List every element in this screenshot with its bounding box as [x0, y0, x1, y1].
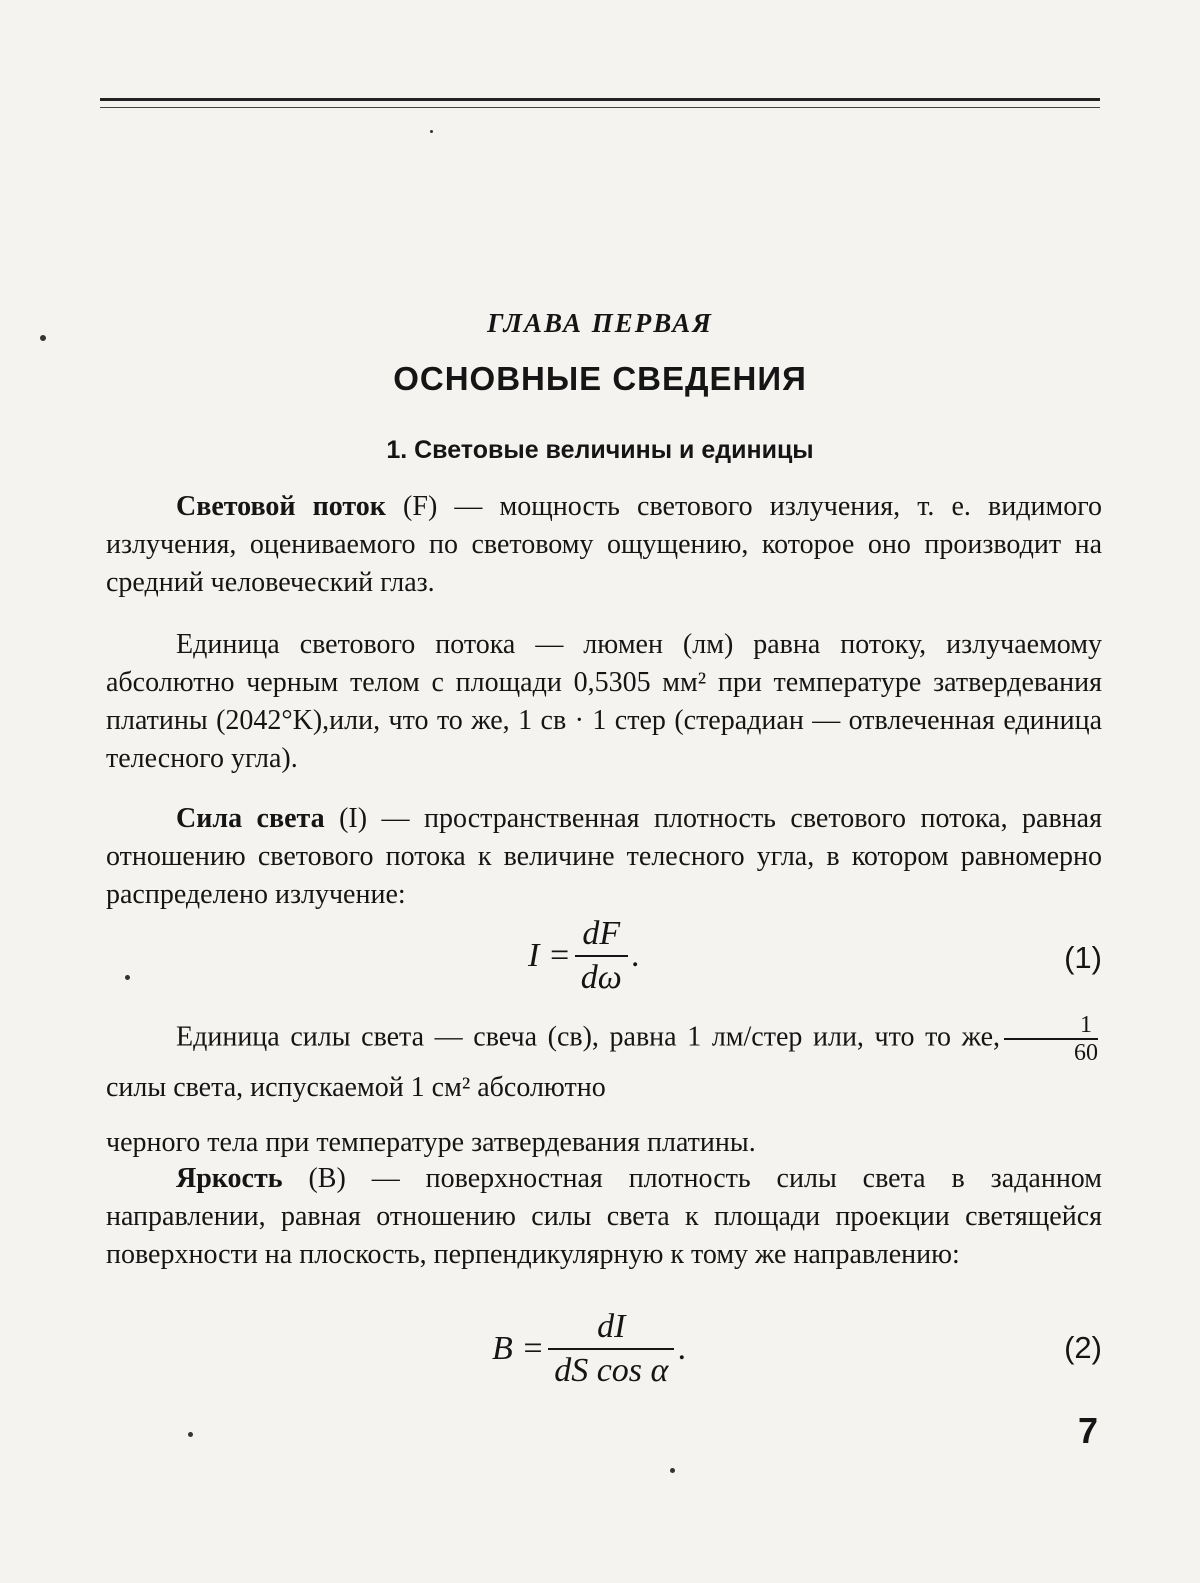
paragraph-text: (B) — поверхностная плотность силы света в заданном направлении, равная отношению силы света к площади проекции светящейся поверхности на плоскость, перпендикулярную к тому же направлению:	[106, 1163, 1102, 1270]
fraction-denominator: dS cos α	[548, 1348, 674, 1390]
formula-intensity	[528, 915, 640, 997]
paragraph-candela	[106, 1012, 1102, 1110]
equation-number: (1)	[1064, 940, 1102, 975]
paragraph-lumen: Единица светового потока — люмен (лм) равна потоку, излучаемому абсолютно черным телом с площади 0,5305 мм² при температуре затвердевания платины (2042°K),или, что то же, 1 св · 1 стер (стерадиан — отвлеченная единица телесного угла).	[106, 629, 1102, 774]
formula-brightness	[492, 1308, 687, 1390]
scan-speck	[670, 1468, 675, 1473]
paragraph-luminous-flux	[106, 488, 1102, 602]
scan-speck	[188, 1432, 193, 1437]
equation-number: (2)	[1064, 1330, 1102, 1365]
paragraph-text: Единица силы света — свеча (св), равна 1 лм/стер или, что то же,	[176, 1021, 1000, 1053]
fraction-denominator: dω	[575, 955, 628, 997]
formula-fraction	[575, 915, 628, 997]
paragraph-text: силы света, испускаемой 1 см² абсолютно	[106, 1072, 606, 1103]
term-brightness: Яркость	[176, 1163, 283, 1194]
paragraph-text: (F) — мощность светового излучения, т. е. видимого излучения, оцениваемого по световому ощущению, которое оно производит на средний человеческий глаз.	[106, 491, 1102, 598]
fraction-denominator: 60	[1004, 1038, 1098, 1066]
paragraph-brightness	[106, 1160, 1102, 1274]
inline-fraction	[1004, 1012, 1098, 1066]
fraction-numerator: 1	[1080, 1012, 1092, 1038]
chapter-label: ГЛАВА ПЕРВАЯ	[487, 308, 713, 338]
paragraph-candela-end: черного тела при температуре затвердевания платины.	[106, 1127, 756, 1158]
term-luminous-intensity: Сила света	[176, 803, 325, 834]
page-number: 7	[1077, 1410, 1098, 1451]
formula-fraction	[548, 1308, 674, 1390]
formula-lhs: B =	[492, 1330, 545, 1367]
paragraph-text: (I) — пространственная плотность светового потока, равная отношению светового потока к величине телесного угла, в котором равномерно распределено излучение:	[106, 803, 1102, 910]
scan-speck	[125, 975, 130, 980]
formula-lhs: I =	[528, 937, 571, 974]
paragraph-luminous-intensity	[106, 800, 1102, 914]
formula-tail: .	[631, 937, 641, 974]
chapter-title: ОСНОВНЫЕ СВЕДЕНИЯ	[393, 360, 807, 397]
term-luminous-flux: Световой поток	[176, 491, 386, 522]
formula-tail: .	[678, 1330, 687, 1367]
fraction-numerator: dI	[597, 1308, 626, 1345]
header-rule	[100, 98, 1100, 108]
fraction-numerator: dF	[582, 915, 621, 952]
scan-speck	[430, 130, 433, 133]
section-title: 1. Световые величины и единицы	[386, 436, 814, 464]
